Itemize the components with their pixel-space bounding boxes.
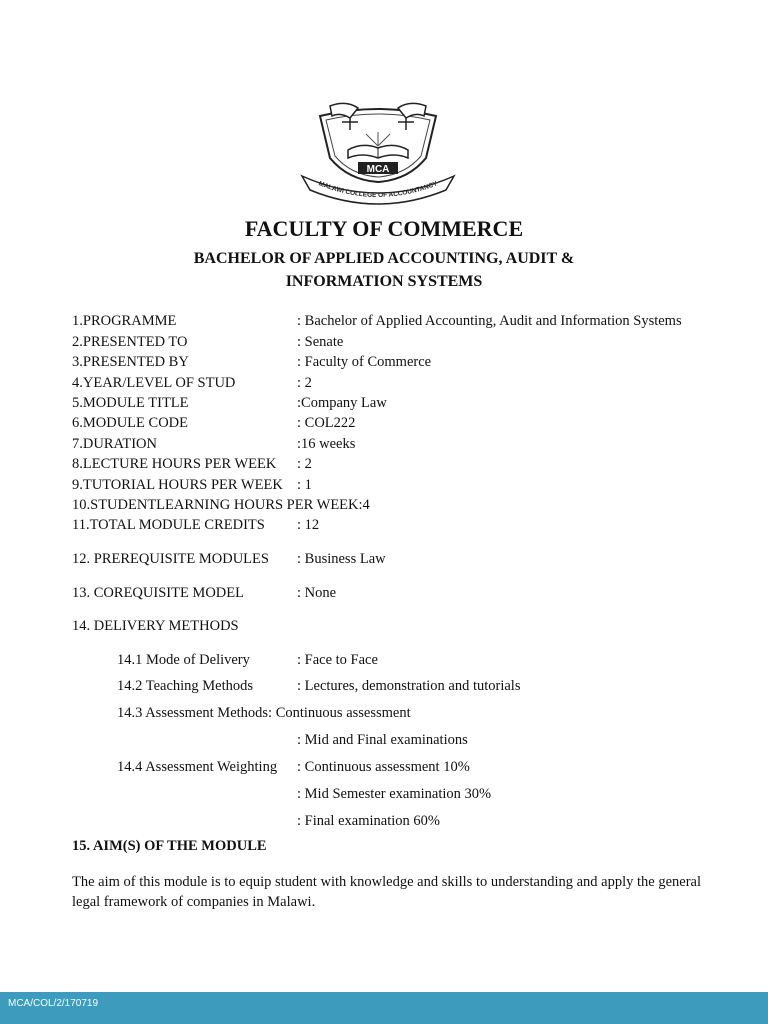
detail-value: : Senate [297, 334, 344, 350]
detail-label: 8.LECTURE HOURS PER WEEK [72, 456, 277, 472]
detail-value: : Faculty of Commerce [297, 354, 432, 370]
assessment-methods-continued: : Mid and Final examinations [297, 732, 468, 748]
aims-heading: 15. AIM(S) OF THE MODULE [72, 838, 267, 854]
programme-title [0, 247, 768, 293]
logo-ring-text: MALAWI COLLEGE OF ACCOUNTANCY [317, 180, 439, 200]
prerequisite-value: : Business Law [297, 551, 386, 567]
detail-label: 7.DURATION [72, 436, 157, 452]
corequisite-label: 13. COREQUISITE MODEL [72, 585, 244, 601]
detail-label: 1.PROGRAMME [72, 313, 177, 329]
detail-label: 10.STUDENTLEARNING HOURS PER WEEK:4 [72, 497, 370, 513]
detail-value: : Bachelor of Applied Accounting, Audit and Information Systems [297, 313, 682, 329]
weighting-continuous: : Continuous assessment 10% [297, 759, 470, 775]
college-logo [296, 98, 460, 206]
aims-text: The aim of this module is to equip student with knowledge and skills to understanding and apply the general legal framework of companies in Malawi. [72, 874, 702, 910]
detail-label: 9.TUTORIAL HOURS PER WEEK [72, 477, 283, 493]
detail-value: : 2 [297, 456, 312, 472]
footer-bar [0, 992, 768, 1024]
programme-title-line1: BACHELOR OF APPLIED ACCOUNTING, AUDIT & [193, 250, 575, 267]
delivery-mode-value: : Face to Face [297, 652, 378, 668]
logo-mca-text: MCA [366, 164, 390, 175]
detail-value: : COL222 [297, 415, 356, 431]
weighting-mid-semester: : Mid Semester examination 30% [297, 786, 492, 802]
teaching-methods-value: : Lectures, demonstration and tutorials [297, 678, 521, 694]
teaching-methods-label: 14.2 Teaching Methods [117, 678, 254, 694]
detail-label: 6.MODULE CODE [72, 415, 188, 431]
prerequisite-label: 12. PREREQUISITE MODULES [72, 551, 269, 567]
detail-label: 3.PRESENTED BY [72, 354, 189, 370]
assessment-methods-row: 14.3 Assessment Methods: Continuous assessment [117, 705, 411, 721]
weighting-final: : Final examination 60% [297, 813, 440, 829]
footer-document-code: MCA/COL/2/170719 [8, 998, 99, 1009]
detail-value: :16 weeks [297, 436, 356, 452]
corequisite-value: : None [297, 585, 337, 601]
detail-value: : 2 [297, 375, 312, 391]
programme-title-line2: INFORMATION SYSTEMS [285, 273, 483, 290]
detail-label: 5.MODULE TITLE [72, 395, 189, 411]
detail-label: 11.TOTAL MODULE CREDITS [72, 517, 265, 533]
detail-value: :Company Law [297, 395, 387, 411]
delivery-mode-label: 14.1 Mode of Delivery [117, 652, 250, 668]
detail-value: : 1 [297, 477, 312, 493]
detail-value: : 12 [297, 517, 320, 533]
assessment-weighting-label: 14.4 Assessment Weighting [117, 759, 278, 775]
faculty-title: FACULTY OF COMMERCE [244, 216, 524, 241]
detail-label: 4.YEAR/LEVEL OF STUD [72, 375, 236, 391]
delivery-heading: 14. DELIVERY METHODS [72, 618, 239, 634]
detail-label: 2.PRESENTED TO [72, 334, 188, 350]
